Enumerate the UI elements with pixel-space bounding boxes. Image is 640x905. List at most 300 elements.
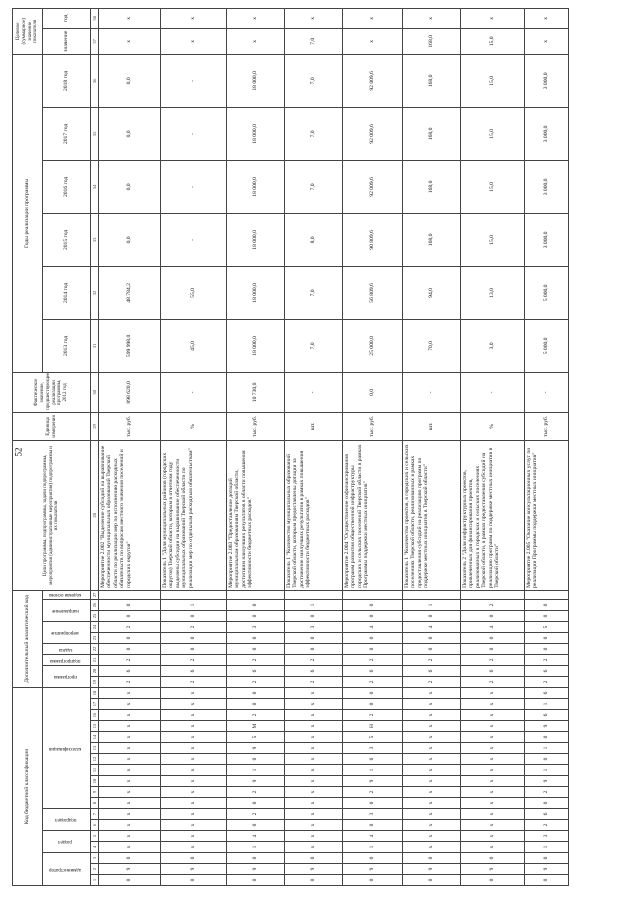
code-cell: 0 bbox=[99, 643, 161, 654]
code-cell: х bbox=[161, 776, 227, 787]
code-cell: х bbox=[285, 699, 343, 710]
code-cell: 0 bbox=[227, 875, 285, 886]
year-value-cell: 8,0 bbox=[285, 213, 343, 266]
year-value-cell: 3 000,0 bbox=[525, 213, 569, 266]
code-cell: 0 bbox=[227, 699, 285, 710]
code-label: программа bbox=[53, 674, 77, 680]
unit-cell: тыс. руб. bbox=[525, 412, 569, 440]
activity-description: Мероприятие 2.003 "Предоставление дотаций муниципальным образованиям Тверской области, достигшим наилучших результатов в области повышения эффективности бюджетных расходов" bbox=[227, 440, 285, 590]
table-row bbox=[525, 8, 569, 885]
table-row bbox=[461, 8, 525, 885]
code-cell: 1 bbox=[161, 599, 227, 610]
table-row bbox=[161, 8, 227, 885]
target-value-cell: 15,0 bbox=[461, 28, 525, 54]
year-value-cell: 3 000,0 bbox=[525, 107, 569, 160]
unit-header: Единица измерения bbox=[13, 412, 91, 440]
column-index: 26 bbox=[91, 599, 99, 610]
code-cell: 1 bbox=[285, 599, 343, 610]
code-cell: 6 bbox=[285, 665, 343, 676]
code-label: администратор bbox=[49, 866, 82, 872]
code-cell: 2 bbox=[99, 654, 161, 665]
year-value-cell: - bbox=[161, 107, 227, 160]
year-value-cell: 3 000,0 bbox=[525, 54, 569, 107]
unit-cell: тыс. руб. bbox=[227, 412, 285, 440]
code-cell: 2 bbox=[227, 710, 285, 721]
year-value-cell: 5 000,0 bbox=[525, 266, 569, 319]
code-cell: 1 bbox=[227, 842, 285, 853]
code-cell: 6 bbox=[227, 665, 285, 676]
code-cell: 0 bbox=[161, 632, 227, 643]
year-value-cell: 168,0 bbox=[403, 213, 461, 266]
code-cell: х bbox=[285, 809, 343, 820]
year-value-cell: 599 998,0 bbox=[99, 319, 161, 372]
year-value-cell: 0,0 bbox=[99, 160, 161, 213]
code-cell: х bbox=[461, 699, 525, 710]
column-index: 19 bbox=[91, 676, 99, 687]
code-cell: х bbox=[403, 776, 461, 787]
code-cell: х bbox=[403, 732, 461, 743]
code-cell: 9 bbox=[525, 864, 569, 875]
code-cell: 0 bbox=[227, 687, 285, 698]
code-cell: 0 bbox=[525, 599, 569, 610]
column-index: 7 bbox=[91, 809, 99, 820]
column-index: 35 bbox=[91, 107, 99, 160]
target-year-cell: х bbox=[99, 8, 161, 28]
base-value-cell: - bbox=[403, 372, 461, 412]
code-cell: 0 bbox=[461, 610, 525, 621]
spacer-cell bbox=[343, 590, 403, 599]
year-value-cell: 18 000,0 bbox=[227, 54, 285, 107]
code-cell: 0 bbox=[525, 798, 569, 809]
code-cell: 1 bbox=[343, 765, 403, 776]
code-cell: 2 bbox=[461, 599, 525, 610]
code-cell: 2 bbox=[525, 676, 569, 687]
code-label: мероприятие bbox=[51, 630, 80, 636]
code-cell: М bbox=[227, 721, 285, 732]
column-index: 5 bbox=[91, 831, 99, 842]
code-cell: 0 bbox=[525, 732, 569, 743]
code-cell: 6 bbox=[99, 665, 161, 676]
code-cell: 0 bbox=[227, 820, 285, 831]
code-cell: 1 bbox=[525, 699, 569, 710]
code-cell: 0 bbox=[343, 610, 403, 621]
code-cell: х bbox=[285, 842, 343, 853]
code-cell: х bbox=[461, 831, 525, 842]
code-label: подпрограмма bbox=[50, 657, 81, 663]
code-cell: 2 bbox=[343, 710, 403, 721]
code-cell: 9 bbox=[227, 864, 285, 875]
column-index: 12 bbox=[91, 754, 99, 765]
target-year-cell: х bbox=[161, 8, 227, 28]
year-value-cell: 7,0 bbox=[285, 54, 343, 107]
year-value-cell: 92 009,6 bbox=[343, 160, 403, 213]
code-cell: 5 bbox=[227, 732, 285, 743]
code-cell: 2 bbox=[343, 654, 403, 665]
code-cell: 2 bbox=[227, 676, 285, 687]
code-cell: х bbox=[99, 842, 161, 853]
code-cell: 2 bbox=[285, 676, 343, 687]
spacer-cell bbox=[99, 590, 161, 599]
code-cell: 2 bbox=[161, 654, 227, 665]
code-cell: 0 bbox=[461, 632, 525, 643]
code-cell: 0 bbox=[343, 643, 403, 654]
code-cell: х bbox=[461, 687, 525, 698]
page-number: 52 bbox=[13, 447, 24, 457]
code-cell: 0 bbox=[161, 643, 227, 654]
year-value-cell: 45,0 bbox=[161, 319, 227, 372]
column-index: 38 bbox=[91, 8, 99, 28]
code-cell: 0 bbox=[99, 599, 161, 610]
table-row bbox=[343, 8, 403, 885]
unit-cell: % bbox=[161, 412, 227, 440]
code-cell: 1 bbox=[403, 599, 461, 610]
year-value-cell: 0,0 bbox=[99, 107, 161, 160]
code-cell: х bbox=[285, 787, 343, 798]
code-cell: х bbox=[161, 842, 227, 853]
code-cell: 0 bbox=[227, 632, 285, 643]
code-cell: х bbox=[285, 732, 343, 743]
base-value-cell: - bbox=[161, 372, 227, 412]
code-cell: 9 bbox=[403, 864, 461, 875]
code-cell: 0 bbox=[461, 853, 525, 864]
code-cell: 6 bbox=[461, 665, 525, 676]
base-value-cell: - bbox=[461, 372, 525, 412]
code-cell: 0 bbox=[525, 853, 569, 864]
code-cell: х bbox=[403, 809, 461, 820]
code-cell: 0 bbox=[343, 599, 403, 610]
activity-description: Мероприятие 2.002 "Выделение субсидий на выравнивание обеспеченности муниципальных образований Тверской области по реализации мер по исполнению расходных обязательств по вопросам местного значения поселений и городских округов" bbox=[99, 440, 161, 590]
code-cell: х bbox=[161, 831, 227, 842]
code-cell: х bbox=[99, 721, 161, 732]
activity-description: Показатель 2 "Доля инфраструктурных проектов, привлеченных для финансирования проектов, реализованных в городских и сельских поселениях Тверской области, в рамках предоставления субсидий на реализацию программ по поддержке местных инициатив в Тверской области" bbox=[461, 440, 525, 590]
column-index: 2 bbox=[91, 864, 99, 875]
year-value-cell: 168,0 bbox=[403, 107, 461, 160]
column-index: 23 bbox=[91, 632, 99, 643]
column-index: 36 bbox=[91, 54, 99, 107]
code-cell: 0 bbox=[227, 754, 285, 765]
code-cell: х bbox=[285, 765, 343, 776]
base-value-cell: - bbox=[285, 372, 343, 412]
base-value-cell: 10 730,0 bbox=[227, 372, 285, 412]
year-value-cell: - bbox=[161, 213, 227, 266]
code-cell: 2 bbox=[99, 621, 161, 632]
year-value-cell: 5 000,0 bbox=[525, 319, 569, 372]
code-cell: х bbox=[461, 732, 525, 743]
code-cell: х bbox=[461, 798, 525, 809]
year-value-cell: 168,0 bbox=[403, 160, 461, 213]
year-header: 2015 год bbox=[43, 213, 91, 266]
year-value-cell: - bbox=[161, 54, 227, 107]
code-cell: 0 bbox=[343, 754, 403, 765]
year-value-cell: 13,0 bbox=[461, 266, 525, 319]
column-index: 33 bbox=[91, 213, 99, 266]
code-cell: х bbox=[99, 831, 161, 842]
column-index: 3 bbox=[91, 853, 99, 864]
unit-cell: тыс. руб. bbox=[343, 412, 403, 440]
code-cell: 2 bbox=[285, 654, 343, 665]
unit-cell: шт. bbox=[285, 412, 343, 440]
target-year-cell: х bbox=[403, 8, 461, 28]
column-index: 21 bbox=[91, 654, 99, 665]
year-value-cell: 92 009,6 bbox=[343, 54, 403, 107]
code-cell: х bbox=[461, 754, 525, 765]
column-index: 6 bbox=[91, 820, 99, 831]
year-value-cell: 7,0 bbox=[285, 266, 343, 319]
code-cell: 0 bbox=[403, 643, 461, 654]
code-cell: 5 bbox=[343, 732, 403, 743]
code-cell: 9 bbox=[285, 864, 343, 875]
code-cell: 0 bbox=[161, 853, 227, 864]
spacer-cell bbox=[403, 590, 461, 599]
column-index: 4 bbox=[91, 842, 99, 853]
base-value-cell: 898 620,0 bbox=[99, 372, 161, 412]
code-cell: 4 bbox=[461, 621, 525, 632]
unit-cell: % bbox=[461, 412, 525, 440]
code-cell: 0 bbox=[343, 632, 403, 643]
code-cell: 9 bbox=[525, 721, 569, 732]
code-label: задача bbox=[58, 646, 73, 652]
code-cell: х bbox=[161, 765, 227, 776]
code-label: направление bbox=[51, 608, 79, 614]
code-cell: 9 bbox=[227, 776, 285, 787]
year-header: 2013 год bbox=[43, 319, 91, 372]
code-cell: х bbox=[285, 721, 343, 732]
code-label: подраздел bbox=[54, 817, 77, 823]
code-cell: х bbox=[461, 787, 525, 798]
year-value-cell: 15,0 bbox=[461, 107, 525, 160]
code-cell: х bbox=[285, 798, 343, 809]
code-cell: х bbox=[161, 699, 227, 710]
code-cell: 1 bbox=[525, 842, 569, 853]
column-index: 29 bbox=[91, 412, 99, 440]
column-index: 37 bbox=[91, 28, 99, 54]
year-value-cell: 3,0 bbox=[461, 319, 525, 372]
code-cell: 0 bbox=[285, 643, 343, 654]
column-index: 1 bbox=[91, 875, 99, 886]
code-cell: 9 bbox=[227, 743, 285, 754]
code-cell: 0 bbox=[99, 632, 161, 643]
target-value-header: значение bbox=[43, 28, 91, 54]
program-table bbox=[12, 8, 569, 886]
year-header: 2017 год bbox=[43, 107, 91, 160]
code-cell: 0 bbox=[285, 853, 343, 864]
year-value-cell: 18 000,0 bbox=[227, 319, 285, 372]
code-cell: 0 bbox=[227, 610, 285, 621]
code-cell: 1 bbox=[343, 842, 403, 853]
year-value-cell: 3 000,0 bbox=[525, 160, 569, 213]
year-value-cell: 7,0 bbox=[285, 160, 343, 213]
year-value-cell: 18 000,0 bbox=[227, 107, 285, 160]
target-value-cell: 168,0 bbox=[403, 28, 461, 54]
target-value-cell: х bbox=[227, 28, 285, 54]
unit-cell: тыс. руб. bbox=[99, 412, 161, 440]
code-cell: 6 bbox=[343, 665, 403, 676]
code-cell: х bbox=[161, 820, 227, 831]
code-cell: 0 bbox=[227, 853, 285, 864]
budget-classification-header: Код бюджетной классификации bbox=[13, 687, 43, 885]
code-cell: 2 bbox=[227, 654, 285, 665]
code-cell: х bbox=[99, 809, 161, 820]
code-cell: х bbox=[403, 798, 461, 809]
code-cell: 4 bbox=[343, 621, 403, 632]
code-cell: 0 bbox=[99, 610, 161, 621]
column-index: 13 bbox=[91, 743, 99, 754]
year-value-cell: 25 000,0 bbox=[343, 319, 403, 372]
column-index: 17 bbox=[91, 699, 99, 710]
column-index: 32 bbox=[91, 266, 99, 319]
year-value-cell: 15,0 bbox=[461, 54, 525, 107]
target-year-cell: х bbox=[227, 8, 285, 28]
column-index: 20 bbox=[91, 665, 99, 676]
code-cell: 0 bbox=[525, 643, 569, 654]
code-cell: х bbox=[461, 743, 525, 754]
activity-description: Мероприятие 2.004 "Осуществление софинансирования программ развития общественной инфраструктуры городских и сельских поселений Тверской области в рамках Программы поддержки местных инициатив" bbox=[343, 440, 403, 590]
code-cell: х bbox=[99, 776, 161, 787]
code-cell: х bbox=[403, 820, 461, 831]
code-cell: 3 bbox=[343, 743, 403, 754]
code-cell: х bbox=[99, 732, 161, 743]
code-cell: 9 bbox=[525, 776, 569, 787]
code-label: раздел bbox=[58, 839, 73, 845]
code-cell: 6 bbox=[525, 809, 569, 820]
code-cell: 0 bbox=[403, 875, 461, 886]
code-cell: 0 bbox=[403, 632, 461, 643]
code-cell: х bbox=[99, 798, 161, 809]
code-cell: 2 bbox=[343, 787, 403, 798]
code-cell: х bbox=[285, 710, 343, 721]
code-cell: 9 bbox=[161, 864, 227, 875]
code-cell: 1 bbox=[227, 765, 285, 776]
code-cell: х bbox=[403, 842, 461, 853]
code-cell: х bbox=[99, 687, 161, 698]
code-cell: 0 bbox=[161, 875, 227, 886]
code-cell: х bbox=[285, 743, 343, 754]
base-value-cell: 0,0 bbox=[343, 372, 403, 412]
code-cell: 0 bbox=[343, 798, 403, 809]
table-row bbox=[285, 8, 343, 885]
code-cell: 2 bbox=[227, 809, 285, 820]
table-row bbox=[99, 8, 161, 885]
target-value-cell: х bbox=[161, 28, 227, 54]
code-cell: 6 bbox=[525, 687, 569, 698]
year-value-cell: 18 000,0 bbox=[227, 213, 285, 266]
code-cell: 9 bbox=[99, 864, 161, 875]
code-cell: х bbox=[461, 820, 525, 831]
code-cell: 0 bbox=[461, 643, 525, 654]
code-cell: х bbox=[461, 721, 525, 732]
code-cell: 0 bbox=[343, 875, 403, 886]
code-cell: 6 bbox=[403, 665, 461, 676]
code-cell: 4 bbox=[227, 831, 285, 842]
target-year-cell: х bbox=[461, 8, 525, 28]
code-cell: х bbox=[161, 687, 227, 698]
unit-cell: шт. bbox=[403, 412, 461, 440]
code-cell: 2 bbox=[343, 676, 403, 687]
code-cell: 0 bbox=[403, 610, 461, 621]
code-cell: 9 bbox=[343, 864, 403, 875]
code-cell: 0 bbox=[461, 875, 525, 886]
year-value-cell: 7,0 bbox=[285, 319, 343, 372]
column-index: 25 bbox=[91, 610, 99, 621]
code-cell: 0 bbox=[403, 853, 461, 864]
code-cell: 3 bbox=[285, 621, 343, 632]
code-cell: х bbox=[99, 765, 161, 776]
code-cell: 0 bbox=[285, 610, 343, 621]
target-value-cell: 7,0 bbox=[285, 28, 343, 54]
code-cell: х bbox=[161, 798, 227, 809]
year-value-cell: 15,0 bbox=[461, 213, 525, 266]
code-cell: 2 bbox=[461, 654, 525, 665]
activity-description: Показатель 1 "Количество муниципальных образований Тверской области, которым предоставлены дотации за достижение наилучших результатов в рамках повышения эффективности бюджетных расходов" bbox=[285, 440, 343, 590]
column-index: 34 bbox=[91, 160, 99, 213]
code-cell: 0 bbox=[343, 699, 403, 710]
code-cell: х bbox=[403, 831, 461, 842]
code-cell: 4 bbox=[343, 831, 403, 842]
code-cell: х bbox=[285, 820, 343, 831]
code-cell: х bbox=[403, 765, 461, 776]
code-cell: 0 bbox=[343, 687, 403, 698]
spacer-cell bbox=[227, 590, 285, 599]
code-cell: х bbox=[161, 809, 227, 820]
column-index: 14 bbox=[91, 732, 99, 743]
code-cell: х bbox=[161, 754, 227, 765]
code-cell: 6 bbox=[161, 665, 227, 676]
year-value-cell: 56 809,6 bbox=[343, 266, 403, 319]
code-cell: х bbox=[99, 710, 161, 721]
code-cell: х bbox=[403, 743, 461, 754]
code-cell: х bbox=[403, 721, 461, 732]
code-cell: 2 bbox=[227, 787, 285, 798]
base-year-header: Фактическое значение, предшествующее реализации программы, 2012 год bbox=[13, 372, 91, 412]
code-cell: 4 bbox=[403, 621, 461, 632]
code-cell: 0 bbox=[525, 875, 569, 886]
code-label: классификация bbox=[49, 745, 82, 751]
spacer-cell bbox=[285, 590, 343, 599]
code-cell: х bbox=[403, 754, 461, 765]
code-cell: х bbox=[99, 743, 161, 754]
column-index: 10 bbox=[91, 776, 99, 787]
code-cell: 2 bbox=[99, 676, 161, 687]
year-value-cell: 90 809,6 bbox=[343, 213, 403, 266]
column-index: 15 bbox=[91, 721, 99, 732]
code-cell: х bbox=[99, 820, 161, 831]
target-header: Целевое (суммарное) значение показателя bbox=[13, 8, 43, 54]
year-header: 2014 год bbox=[43, 266, 91, 319]
year-value-cell: 0,0 bbox=[99, 54, 161, 107]
code-cell: х bbox=[403, 710, 461, 721]
code-cell: х bbox=[161, 787, 227, 798]
target-value-cell: х bbox=[525, 28, 569, 54]
code-cell: х bbox=[403, 699, 461, 710]
activity-description: Показатель 1 "Количество проектов, в городских и сельских поселениях Тверской области, реализованных в рамках предоставления субсидий на реализацию программ по поддержке местных инициатив в Тверской области" bbox=[403, 440, 461, 590]
spacer-cell bbox=[461, 590, 525, 599]
code-cell: 1 bbox=[525, 743, 569, 754]
column-index: 28 bbox=[91, 440, 99, 590]
target-value-cell: х bbox=[99, 28, 161, 54]
code-cell: 2 bbox=[525, 787, 569, 798]
year-value-cell: 15,0 bbox=[461, 160, 525, 213]
code-cell: х bbox=[161, 721, 227, 732]
target-value-cell: х bbox=[343, 28, 403, 54]
code-cell: 3 bbox=[227, 621, 285, 632]
code-cell: 2 bbox=[525, 820, 569, 831]
code-cell: 0 bbox=[285, 875, 343, 886]
year-value-cell: - bbox=[161, 160, 227, 213]
code-cell: х bbox=[99, 787, 161, 798]
code-cell: 0 bbox=[343, 820, 403, 831]
code-cell: 2 bbox=[403, 676, 461, 687]
code-cell: 0 bbox=[227, 798, 285, 809]
